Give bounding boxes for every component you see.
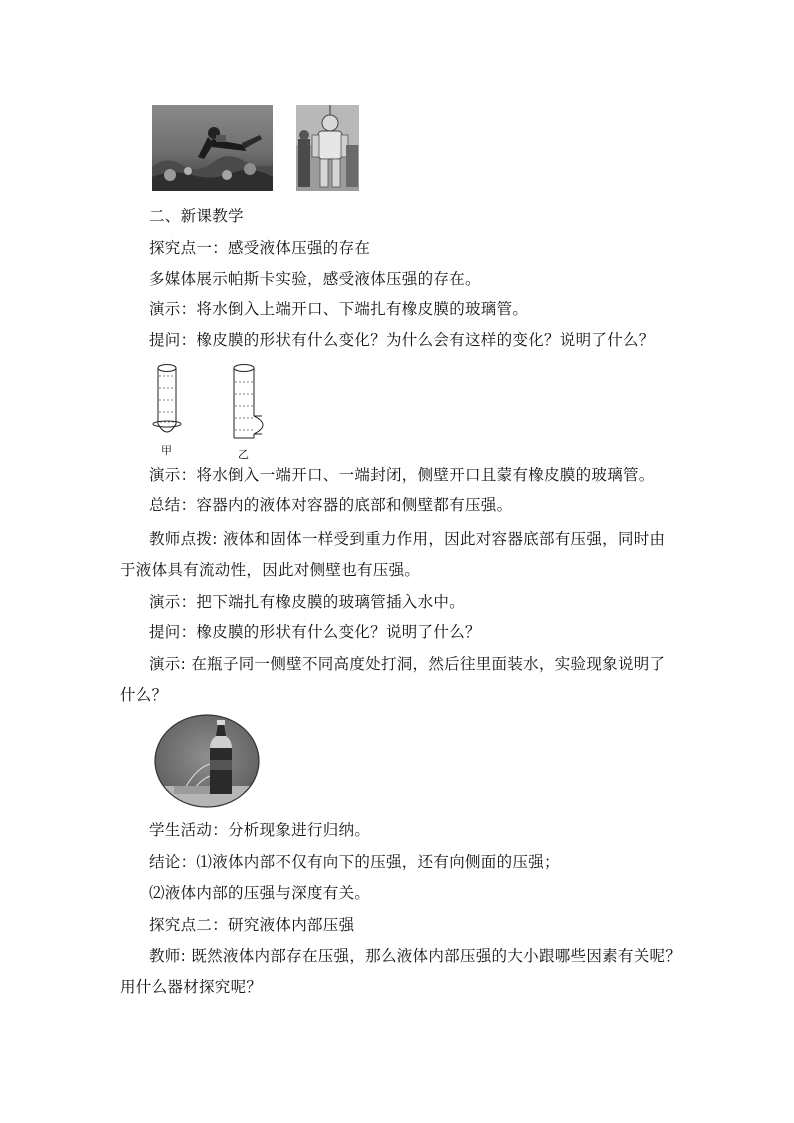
paragraph-line: 探究点二：研究液体内部压强 [149, 916, 355, 934]
tube-label-right: 乙 [238, 448, 250, 461]
paragraph-line: 学生活动：分析现象进行归纳。 [149, 821, 371, 839]
paragraph-line: 总结：容器内的液体对容器的底部和侧壁都有压强。 [149, 496, 513, 514]
tube-label-left: 甲 [161, 444, 173, 457]
scuba-diver-photo [152, 105, 273, 191]
paragraph-line: 演示: 在瓶子同一侧壁不同高度处打洞，然后往里面装水，实验现象说明了 [149, 655, 666, 673]
paragraph-line: 什么？ [120, 686, 168, 704]
paragraph-line: ⑵液体内部的压强与深度有关。 [149, 884, 371, 902]
paragraph-line: 演示：将水倒入上端开口、下端扎有橡皮膜的玻璃管。 [149, 300, 529, 318]
paragraph-line: 多媒体展示帕斯卡实验，感受液体压强的存在。 [149, 270, 481, 288]
paragraph-line: 教师点拨: 液体和固体一样受到重力作用，因此对容器底部有压强，同时由 [149, 530, 666, 548]
paragraph-line: 探究点一：感受液体压强的存在 [149, 239, 371, 257]
paragraph-line: 结论：⑴液体内部不仅有向下的压强，还有向侧面的压强； [149, 853, 560, 871]
section-heading: 二、新课教学 [149, 207, 244, 225]
paragraph-line: 于液体具有流动性，因此对侧壁也有压强。 [120, 561, 421, 579]
water-bottle-photo [154, 714, 260, 808]
paragraph-line: 提问：橡皮膜的形状有什么变化？说明了什么？ [149, 623, 481, 641]
paragraph-line: 提问：橡皮膜的形状有什么变化？为什么会有这样的变化？说明了什么？ [149, 331, 655, 349]
paragraph-line: 教师: 既然液体内部存在压强，那么液体内部压强的大小跟哪些因素有关呢？ [149, 947, 682, 965]
paragraph-line: 演示：把下端扎有橡皮膜的玻璃管插入水中。 [149, 593, 466, 611]
paragraph-line: 演示：将水倒入一端开口、一端封闭，侧壁开口且蒙有橡皮膜的玻璃管。 [149, 466, 655, 484]
paragraph-line: 用什么器材探究呢？ [120, 978, 263, 996]
diving-suit-photo [296, 105, 359, 191]
